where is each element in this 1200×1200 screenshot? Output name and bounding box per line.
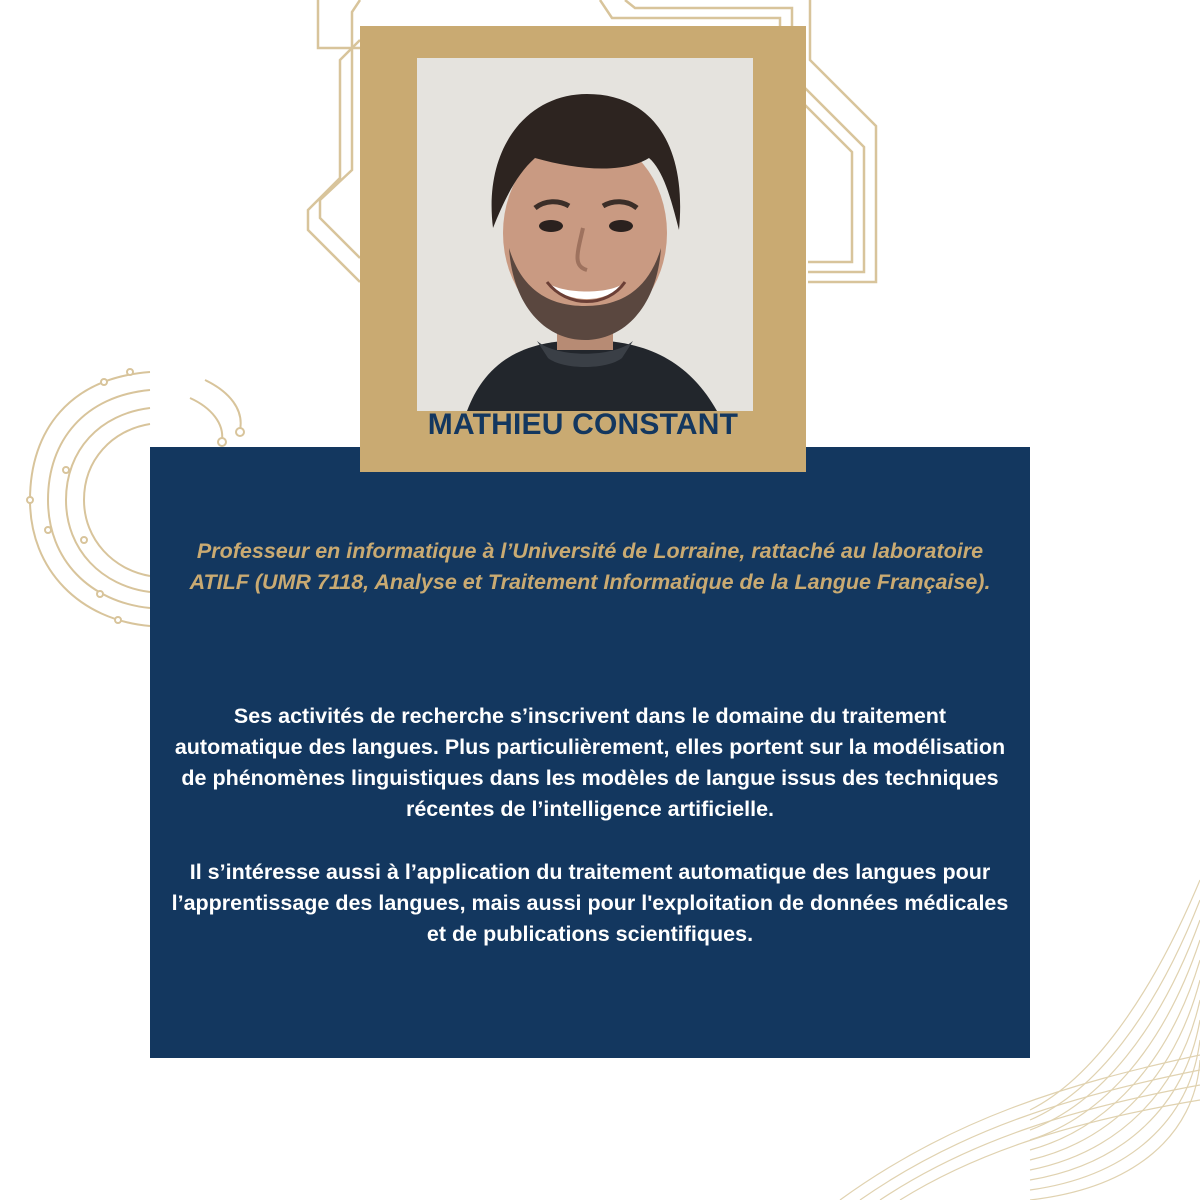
portrait-photo xyxy=(417,58,753,411)
portrait-frame xyxy=(360,26,806,472)
person-name: MATHIEU CONSTANT xyxy=(427,408,739,441)
person-portrait-illustration xyxy=(417,58,753,411)
interests-paragraph: Il s’intéresse aussi à l’application du traitement automatique des langues pour l’apprentissage des langues, mais aussi pour l'exploitation de données médicales et de publications scientifiques. xyxy=(171,860,1009,946)
intro-text: Professeur en informatique à l’Université de Lorraine, rattaché au laboratoire ATILF (UMR 7118, Analyse et Traitement Informatique de la Langue Française). xyxy=(189,539,991,594)
research-paragraph: Ses activités de recherche s’inscrivent dans le domaine du traitement automatique des langues. Plus particulièrement, elles portent sur la modélisation de phénomènes linguistiques dans les modèles de langue issus des techniques récentes de l’intelligence artificielle. xyxy=(174,704,1006,821)
